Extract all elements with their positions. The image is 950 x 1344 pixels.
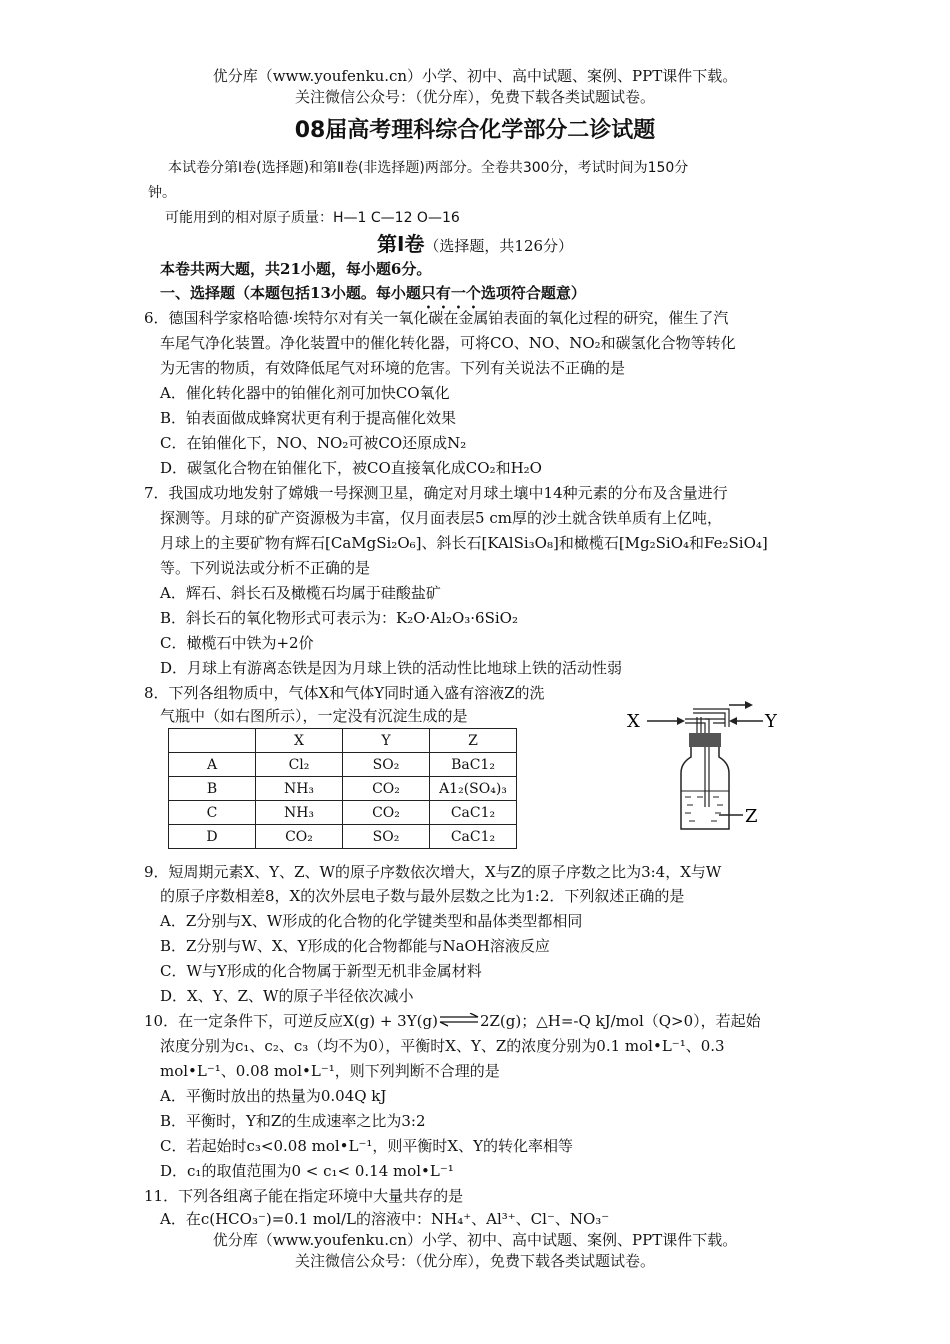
q6-option-c: C．在铂催化下，NO、NO₂可被CO还原成N₂	[160, 434, 467, 452]
q10-option-d: D．c₁的取值范围为0 < c₁< 0.14 mol•L⁻¹	[160, 1162, 454, 1180]
out-arrow-head-icon	[745, 701, 753, 709]
q7-stem-3: 月球上的主要矿物有辉石[CaMgSi₂O₆]、斜长石[KAlSi₃O₈]和橄榄石[Mg₂SiO₄和Fe₂SiO₄]	[160, 534, 768, 552]
q9-option-b: B．Z分别与W、X、Y形成的化合物都能与NaOH溶液反应	[160, 937, 550, 955]
footer-line-2: 关注微信公众号：（优分库），免费下载各类试题试卷。	[294, 1252, 655, 1270]
figure-label-z: Z	[745, 806, 758, 827]
section-note: 本卷共两大题，共21小题，每小题6分。	[160, 260, 432, 278]
table-row	[169, 753, 517, 777]
table-row	[169, 801, 517, 825]
gas-washing-bottle-figure	[625, 697, 785, 837]
q10-stem-1b: 2Z(g)；△H=-Q kJ/mol（Q>0），若起始	[479, 1012, 761, 1030]
q6-stem-1: 6．德国科学家格哈德·埃特尔对有关一氧化碳在金属铂表面的氧化过程的研究，催生了汽	[144, 309, 729, 327]
table-cell: CaC1₂	[430, 801, 517, 825]
q7-stem-2: 探测等。月球的矿产资源极为丰富，仅月面表层5 cm厚的沙土就含铁单质有上亿吨，	[160, 509, 722, 527]
table-cell: A1₂(SO₄)₃	[430, 777, 517, 801]
q10-stem-2: 浓度分别为c₁、c₂、c₃（均不为0），平衡时X、Y、Z的浓度分别为0.1 mol•L⁻¹、0.3	[160, 1037, 725, 1055]
stopper	[689, 733, 721, 747]
q10-stem-1a: 10．在一定条件下，可逆反应X(g) + 3Y(g)	[144, 1012, 438, 1030]
liquid-hatching	[685, 797, 723, 821]
part-note: （选择题，共126分）	[424, 237, 574, 255]
q10-stem-1	[144, 1011, 761, 1031]
q11-stem-1: 11．下列各组离子能在指定环境中大量共存的是	[144, 1187, 464, 1205]
q9-stem-1: 9．短周期元素X、Y、Z、W的原子序数依次增大，X与Z的原子序数之比为3:4，X与W	[144, 863, 722, 881]
outlet-tube	[693, 709, 729, 727]
q7-stem-1: 7．我国成功地发射了嫦娥一号探测卫星，确定对月球土壤中14种元素的分布及含量进行	[144, 484, 728, 502]
q10-stem-3: mol•L⁻¹、0.08 mol•L⁻¹，则下列判断不合理的是	[160, 1062, 500, 1080]
q6-option-b: B．铂表面做成蜂窝状更有利于提高催化效果	[160, 409, 457, 427]
table-cell: NH₃	[256, 777, 343, 801]
q8-stem-1: 8．下列各组物质中，气体X和气体Y同时通入盛有溶液Z的洗	[144, 684, 545, 702]
q11-option-a: A．在c(HCO₃⁻)=0.1 mol/L的溶液中：NH₄⁺、Al³⁺、Cl⁻、NO₃⁻	[160, 1210, 610, 1228]
q7-option-a: A．辉石、斜长石及橄榄石均属于硅酸盐矿	[160, 584, 441, 602]
intro-line-1: 本试卷分第Ⅰ卷(选择题)和第Ⅱ卷(非选择题)两部分。全卷共300分，考试时间为150分	[168, 160, 689, 176]
section-heading-emph: 只有一个	[420, 284, 481, 302]
table-cell: CO₂	[256, 825, 343, 849]
section-heading-pre: 一、选择题（本题包括13小题。每小题	[160, 284, 421, 302]
section-heading-post: 选项符合题意）	[480, 284, 586, 302]
table-cell: A	[169, 753, 256, 777]
table-cell: Cl₂	[256, 753, 343, 777]
table-cell	[169, 729, 256, 753]
q6-stem-2: 车尾气净化装置。净化装置中的催化转化器，可将CO、NO、NO₂和碳氢化合物等转化	[160, 334, 736, 352]
q10-option-c: C．若起始时c₃<0.08 mol•L⁻¹，则平衡时X、Y的转化率相等	[160, 1137, 573, 1155]
q6-option-d: D．碳氢化合物在铂催化下，被CO直接氧化成CO₂和H₂O	[160, 459, 542, 477]
figure-label-y: Y	[765, 711, 777, 732]
x-arrow-head-icon	[677, 717, 685, 725]
y-inlet	[705, 719, 725, 723]
table-cell: SO₂	[343, 825, 430, 849]
q8-stem-2: 气瓶中（如右图所示），一定没有沉淀生成的是	[160, 707, 468, 725]
page-title: 08届高考理科综合化学部分二诊试题	[294, 118, 656, 143]
q8-table	[168, 728, 517, 849]
table-cell: C	[169, 801, 256, 825]
intro-line-2: 钟。	[148, 185, 176, 201]
table-cell: B	[169, 777, 256, 801]
table-row	[169, 777, 517, 801]
table-cell: D	[169, 825, 256, 849]
table-cell: NH₃	[256, 801, 343, 825]
q6-option-a: A．催化转化器中的铂催化剂可加快CO氧化	[160, 384, 450, 402]
equilibrium-arrow-icon	[438, 1012, 480, 1026]
header-line-1: 优分库（www.youfenku.cn）小学、初中、高中试题、案例、PPT课件下载。	[212, 67, 738, 85]
part-heading	[0, 232, 950, 258]
header-line-2: 关注微信公众号：（优分库），免费下载各类试题试卷。	[294, 88, 655, 106]
table-cell: X	[256, 729, 343, 753]
q7-option-d: D．月球上有游离态铁是因为月球上铁的活动性比地球上铁的活动性弱	[160, 659, 623, 677]
table-row	[169, 825, 517, 849]
table-cell: CO₂	[343, 801, 430, 825]
table-header-row	[169, 729, 517, 753]
q7-option-b: B．斜长石的氧化物形式可表示为：K₂O·Al₂O₃·6SiO₂	[160, 609, 518, 627]
footer-line-1: 优分库（www.youfenku.cn）小学、初中、高中试题、案例、PPT课件下载。	[212, 1231, 738, 1249]
q10-option-a: A．平衡时放出的热量为0.04Q kJ	[160, 1087, 387, 1105]
q6-stem-3: 为无害的物质，有效降低尾气对环境的危害。下列有关说法不正确的是	[160, 359, 626, 377]
q10-option-b: B．平衡时，Y和Z的生成速率之比为3:2	[160, 1112, 426, 1130]
q7-stem-4: 等。下列说法或分析不正确的是	[160, 559, 371, 577]
table-cell: Z	[430, 729, 517, 753]
table-cell: Y	[343, 729, 430, 753]
table-cell: SO₂	[343, 753, 430, 777]
table-cell: BaC1₂	[430, 753, 517, 777]
y-arrow-head-icon	[729, 717, 737, 725]
part-label: 第Ⅰ卷	[376, 232, 425, 256]
q9-option-a: A．Z分别与X、W形成的化合物的化学键类型和晶体类型都相同	[160, 912, 583, 930]
q9-option-d: D．X、Y、Z、W的原子半径依次减小	[160, 987, 414, 1005]
intro-line-3: 可能用到的相对原子质量：H—1 C—12 O—16	[165, 210, 460, 226]
q9-option-c: C．W与Y形成的化合物属于新型无机非金属材料	[160, 962, 482, 980]
q7-option-c: C．橄榄石中铁为+2价	[160, 634, 314, 652]
table-cell: CaC1₂	[430, 825, 517, 849]
table-cell: CO₂	[343, 777, 430, 801]
figure-label-x: X	[627, 711, 640, 732]
q9-stem-2: 的原子序数相差8，X的次外层电子数与最外层数之比为1:2．下列叙述正确的是	[160, 887, 685, 905]
